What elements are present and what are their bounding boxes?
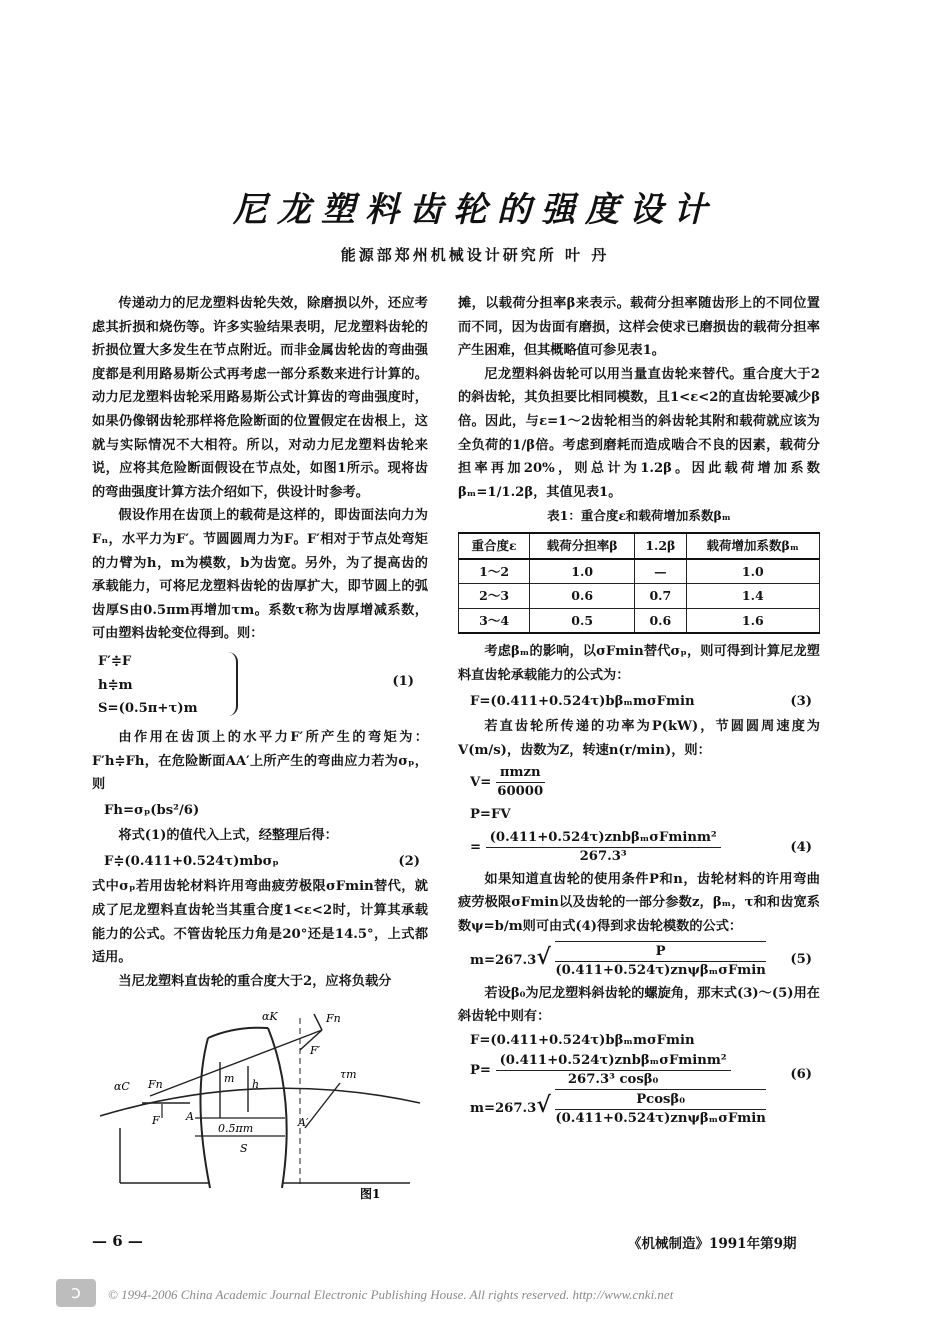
equation-text	[458, 829, 721, 866]
figure-caption: 图1	[360, 1187, 381, 1201]
equation-text	[458, 1052, 820, 1089]
fraction	[496, 764, 545, 801]
equation-text: F=(0.411+0.524τ)bβₘmσFmin	[470, 693, 695, 709]
equation-line: F′≑F	[98, 653, 132, 669]
paragraph: 如果知道直齿轮的使用条件P和n，齿轮材料的许用弯曲疲劳极限σFmin以及齿轮的一部分参数z，βₘ，τ和和齿宽系数ψ=b/m则可由式(4)得到求齿轮模数的公式：	[458, 871, 820, 935]
figure-1	[100, 1008, 430, 1208]
table-row	[459, 584, 820, 609]
label-half-pi-m: 0.5πm	[218, 1122, 254, 1135]
equation-lhs: V=	[470, 775, 492, 791]
right-column	[458, 292, 820, 1128]
paragraph: 考虑βₘ的影响，以σFmin替代σₚ，则可得到计算尼龙塑料直齿轮承载能力的公式为：	[458, 644, 820, 683]
brace	[226, 652, 238, 716]
paragraph: 摊，以载荷分担率β来表示。载荷分担率随齿形上的不同位置而不同，因为齿面有磨损，这样会使求已磨损齿的载荷分担率产生困难，但其概略值可参见表1。	[458, 296, 820, 359]
equation-text: P=FV	[470, 807, 511, 823]
tooth-tip	[208, 1028, 268, 1038]
equation-number: (2)	[398, 853, 420, 869]
equation-number: (3)	[790, 693, 812, 709]
paragraph: 传递动力的尼龙塑料齿轮失效，除磨损以外，还应考虑其折损和烧伤等。许多实验结果表明，尼龙塑料齿轮的折损位置大多发生在节点附近。而非金属齿轮齿的弯曲强度都是利用路易斯公式再考虑一部分系数来进行计算的。动力尼龙塑料齿轮采用路易斯公式计算齿的弯曲强度时，如果仍像钢齿轮那样将危险断面的位置假定在齿根上，这就与实际情况不大相符。所以，对动力尼龙塑料齿轮来说，应将其危险断面假设在节点处，如图1所示。现将齿的弯曲强度计算方法介绍如下，供设计时参考。	[92, 296, 428, 500]
paragraph: 尼龙塑料斜齿轮可以用当量直齿轮来替代。重合度大于2的斜齿轮，其负担要比相同模数，且1<ε<2的直齿轮要减少β倍。因此，与ε=1～2齿轮相当的斜齿轮其附和载荷就应该为全负荷的1/β倍。考虑到磨耗而造成啮合不良的因素，载荷分担率再加20%，则总计为1.2β。因此载荷增加系数βₘ=1/1.2β，其值见表1。	[458, 366, 820, 500]
label-fn-top: Fn	[326, 1012, 341, 1025]
table-row	[459, 608, 820, 633]
equation-number: (4)	[790, 839, 812, 855]
paragraph: 假设作用在齿顶上的载荷是这样的，即齿面法向力为Fₙ，水平力为F′。节圆圆周力为F。F′相对于节点处弯矩的力臂为h，m为模数，b为齿宽。另外，为了提高齿的承载能力，可将尼龙塑料齿轮的齿厚扩大，即节圆上的弧齿厚S由0.5πm再增加τm。系数τ称为齿厚增减系数，可由塑料齿轮变位得到。则：	[92, 508, 428, 642]
table-row	[459, 559, 820, 584]
gear-tooth-diagram	[100, 1008, 430, 1208]
equation-number: (1)	[392, 673, 414, 689]
fraction	[555, 941, 766, 980]
fraction	[555, 1089, 766, 1128]
left-column	[92, 292, 428, 993]
page-title: 尼龙塑料齿轮的强度设计	[233, 190, 717, 230]
numerator: Pcosβ₀	[555, 1091, 766, 1110]
label-f: F	[152, 1114, 160, 1127]
equation-5	[458, 941, 820, 980]
fn-arrow	[314, 1014, 322, 1030]
paragraph: 将式(1)的值代入上式，经整理后得：	[118, 828, 338, 844]
cnki-logo-icon: ɔ	[56, 1279, 96, 1307]
page-number: — 6 —	[92, 1232, 143, 1250]
table-header: 载荷增加系数βₘ	[686, 533, 819, 559]
table-cell: 1.0	[686, 559, 819, 584]
table-cell: 0.6	[635, 608, 686, 633]
table-cell: 0.6	[530, 584, 635, 609]
equation-lhs: m=267.3	[470, 1101, 537, 1117]
table-cell: 0.7	[635, 584, 686, 609]
denominator: (0.411+0.524τ)znψβₘσFmin	[555, 962, 766, 978]
table-header: 重合度ε	[459, 533, 530, 559]
equation-text	[458, 764, 545, 801]
author-line: 能源部郑州机械设计研究所 叶 丹	[340, 246, 610, 264]
equation-line: h≑m	[98, 677, 133, 693]
paragraph: 式中σₚ若用齿轮材料许用弯曲疲劳极限σFmin替代，就成了尼龙塑料直齿轮当其重合度1<ε<2时，计算其承载能力的公式。不管齿轮压力角是20°还是14.5°，上式都适用。	[92, 879, 428, 966]
table-cell: —	[635, 559, 686, 584]
equation-line: S=(0.5π+τ)m	[98, 701, 198, 717]
numerator: (0.411+0.524τ)znbβₘσFminm²	[496, 1052, 731, 1071]
equation-text: Fh=σₚ(bs²/6)	[104, 802, 200, 818]
tooth-right-flank	[268, 1028, 287, 1188]
label-alpha-c: αC	[114, 1080, 130, 1093]
label-alpha-k: αK	[262, 1010, 278, 1023]
numerator: (0.411+0.524τ)znbβₘσFminm²	[486, 829, 721, 848]
table-cell: 0.5	[530, 608, 635, 633]
label-fn-left: Fn	[148, 1078, 163, 1091]
equation-fh	[92, 799, 428, 823]
table-header: 载荷分担率β	[530, 533, 635, 559]
equation-3	[458, 690, 820, 714]
fraction	[496, 1052, 731, 1089]
table-cell: 3～4	[459, 608, 530, 633]
table-header: 1.2β	[635, 533, 686, 559]
label-tau-m: τm	[340, 1068, 357, 1081]
label-a-prime: A′	[298, 1116, 309, 1129]
equation-2	[92, 850, 428, 874]
label-m: m	[224, 1072, 235, 1085]
table-caption: 表1：重合度ε和载荷增加系数βₘ	[547, 508, 731, 524]
label-h: h	[252, 1078, 260, 1091]
numerator: P	[555, 943, 766, 962]
label-s: S	[240, 1142, 248, 1155]
equation-text	[458, 941, 766, 980]
equation-number: (5)	[790, 952, 812, 968]
paragraph: 若设β₀为尼龙塑料斜齿轮的螺旋角，那末式(3)～(5)用在斜齿轮中则有：	[458, 985, 820, 1025]
table-cell: 1～2	[459, 559, 530, 584]
table-cell: 1.0	[530, 559, 635, 584]
equation-lhs: m=267.3	[470, 952, 537, 968]
table-cell: 1.4	[686, 584, 819, 609]
pitch-circle-arc	[100, 1088, 420, 1116]
equation-number: (6)	[790, 1066, 812, 1082]
label-f-prime: F′	[310, 1044, 321, 1057]
equation-6	[458, 1029, 820, 1129]
fraction	[486, 829, 721, 866]
denominator: 60000	[497, 784, 544, 800]
equation-lhs: P=	[470, 1063, 491, 1079]
paragraph: 当尼龙塑料直齿轮的重合度大于2，应将负载分	[118, 973, 392, 989]
equation-v	[458, 764, 820, 801]
paragraph: 若直齿轮所传递的功率为P(kW)，节圆圆周速度为V(m/s)，齿数为Z，转速n(r/min)，则：	[458, 719, 820, 758]
equation-p	[458, 803, 820, 827]
tooth-left-flank	[200, 1038, 210, 1188]
denominator: 267.3³ cosβ₀	[567, 1072, 659, 1088]
equation-text	[458, 1089, 820, 1128]
label-a: A	[186, 1110, 194, 1123]
normal-force-line	[150, 1030, 322, 1096]
denominator: (0.411+0.524τ)znψβₘσFmin	[555, 1111, 766, 1127]
denominator: 267.3³	[579, 848, 627, 864]
equation-text: F≑(0.411+0.524τ)mbσₚ	[104, 853, 279, 869]
equals-sign: =	[470, 839, 482, 855]
equation-1	[92, 650, 428, 720]
numerator: πmzn	[496, 764, 545, 783]
equation-4	[458, 829, 820, 866]
journal-issue: 《机械制造》1991年第9期	[628, 1236, 797, 1252]
table-cell: 2～3	[459, 584, 530, 609]
table-1	[458, 532, 820, 634]
root-sign: √	[536, 943, 551, 970]
equation-text: F=(0.411+0.524τ)bβₘmσFmin	[470, 1032, 695, 1048]
copyright-notice: © 1994-2006 China Academic Journal Electronic Publishing House. All rights reserved. http://www.cnki.net	[108, 1287, 674, 1302]
table-cell: 1.6	[686, 608, 819, 633]
root-sign: √	[536, 1092, 551, 1119]
paragraph: 由作用在齿顶上的水平力F′所产生的弯矩为：F′h≑Fh，在危险断面AA′上所产生的弯曲应力若为σₚ，则	[92, 729, 428, 793]
